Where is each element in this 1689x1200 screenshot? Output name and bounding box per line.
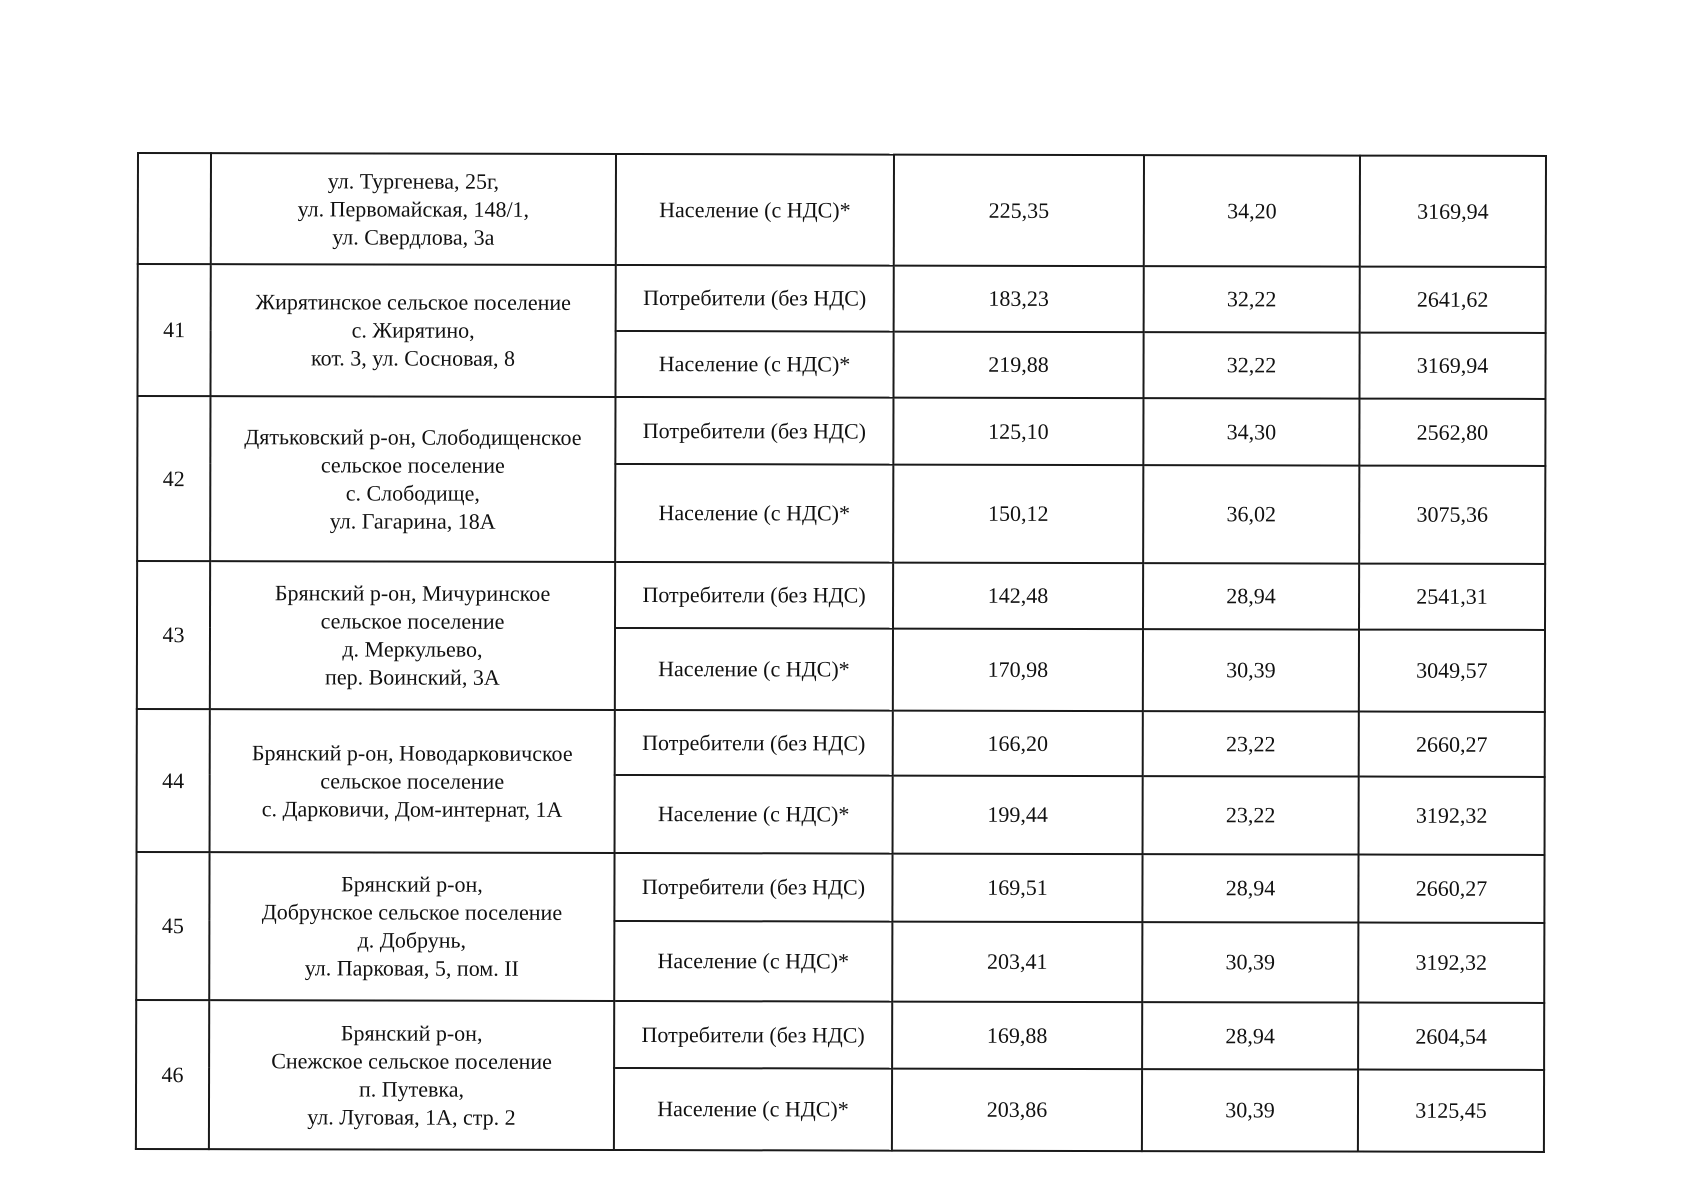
- address-cell: [209, 1000, 614, 1150]
- address-cell: [211, 153, 616, 265]
- tariff-value-3: 2562,80: [1359, 399, 1545, 466]
- tariff-value-2: 30,39: [1142, 922, 1358, 1002]
- tariff-value-2: 28,94: [1142, 854, 1358, 922]
- tariff-value-1: 225,35: [894, 155, 1144, 267]
- address-line: Добрунское сельское поселение: [261, 899, 563, 925]
- address-line: ул. Парковая, 5, пом. II: [304, 955, 519, 981]
- tariff-value-1: 183,23: [894, 266, 1144, 333]
- address-line: сельское поселение: [320, 451, 505, 478]
- tariff-value-2: 30,39: [1142, 1069, 1358, 1151]
- tariff-value-1: 203,86: [892, 1069, 1142, 1152]
- tariff-value-2: 30,39: [1143, 629, 1359, 711]
- consumer-category: Население (с НДС)*: [615, 464, 893, 563]
- tariff-value-3: 2604,54: [1358, 1003, 1544, 1070]
- consumer-category: Потребители (без НДС): [614, 1001, 892, 1069]
- row-number: [138, 153, 211, 264]
- address-line: ул. Тургенева, 25г,: [327, 167, 500, 194]
- address-cell: [210, 709, 615, 853]
- tariff-value-1: 199,44: [893, 776, 1143, 855]
- tariff-value-2: 23,22: [1143, 776, 1359, 854]
- address-line: д. Меркульево,: [342, 636, 483, 662]
- address-line: с. Дарковичи, Дом-интернат, 1А: [261, 795, 563, 822]
- address-line: сельское поселение: [320, 767, 505, 794]
- tariff-value-1: 169,88: [892, 1002, 1142, 1070]
- tariff-table-body: [136, 153, 1546, 1152]
- tariff-value-1: 169,51: [892, 854, 1142, 923]
- address-line: ул. Свердлова, 3а: [332, 223, 495, 250]
- consumer-category: Потребители (без НДС): [616, 265, 894, 332]
- tariff-value-2: 34,20: [1144, 155, 1360, 266]
- consumer-category: Потребители (без НДС): [615, 562, 893, 629]
- row-number: 43: [137, 561, 210, 709]
- address-cell: [209, 852, 614, 1001]
- consumer-category: Население (с НДС)*: [615, 331, 893, 398]
- address-line: Брянский р-он,: [340, 1019, 483, 1046]
- address-cell: [210, 561, 615, 710]
- address-line: ул. Первомайская, 148/1,: [297, 195, 530, 222]
- tariff-value-3: 3169,94: [1359, 333, 1545, 399]
- tariff-value-3: 2660,27: [1359, 712, 1545, 777]
- address-line: Брянский р-он, Мичуринское: [274, 580, 551, 606]
- row-number: 44: [137, 709, 210, 852]
- consumer-category: Потребители (без НДС): [614, 853, 892, 922]
- tariff-value-3: 2541,31: [1359, 564, 1545, 630]
- tariff-value-1: 150,12: [893, 465, 1143, 564]
- tariff-value-3: 3192,32: [1359, 777, 1545, 855]
- tariff-value-1: 203,41: [892, 922, 1142, 1003]
- address-line: Брянский р-он,: [341, 871, 483, 897]
- row-number: 42: [137, 396, 210, 561]
- table-row: [137, 396, 1545, 466]
- address-line: с. Слободище,: [345, 479, 480, 506]
- tariff-value-3: 3125,45: [1358, 1070, 1544, 1152]
- consumer-category: Население (с НДС)*: [616, 154, 894, 266]
- table-row: [138, 264, 1546, 333]
- consumer-category: Население (с НДС)*: [614, 1068, 892, 1151]
- address-line: кот. 3, ул. Сосновая, 8: [311, 345, 516, 371]
- tariff-value-2: 32,22: [1143, 332, 1359, 398]
- consumer-category: Население (с НДС)*: [615, 628, 893, 711]
- consumer-category: Потребители (без НДС): [615, 397, 893, 465]
- row-number: 41: [137, 264, 210, 396]
- tariff-value-2: 28,94: [1143, 563, 1359, 629]
- tariff-value-1: 142,48: [893, 563, 1143, 630]
- address-line: ул. Луговая, 1А, стр. 2: [307, 1103, 516, 1130]
- tariff-table: [135, 152, 1547, 1153]
- row-number: 45: [136, 852, 209, 1000]
- tariff-value-3: 3192,32: [1358, 923, 1544, 1003]
- address-line: сельское поселение: [320, 608, 505, 634]
- address-line: Снежское сельское поселение: [271, 1047, 552, 1074]
- tariff-value-1: 170,98: [893, 629, 1143, 712]
- tariff-value-2: 32,22: [1144, 266, 1360, 332]
- table-row: [138, 153, 1546, 267]
- row-number: 46: [136, 1000, 209, 1149]
- address-line: с. Жирятино,: [351, 317, 475, 343]
- table-row: [137, 561, 1545, 630]
- tariff-value-1: 125,10: [893, 398, 1143, 466]
- address-line: ул. Гагарина, 18А: [329, 507, 496, 534]
- address-line: пер. Воинский, 3А: [325, 664, 500, 690]
- address-cell: [210, 396, 615, 562]
- consumer-category: Население (с НДС)*: [615, 775, 893, 854]
- address-cell: [210, 264, 615, 397]
- consumer-category: Потребители (без НДС): [615, 710, 893, 776]
- tariff-value-3: 3049,57: [1359, 630, 1545, 712]
- table-row: [137, 709, 1545, 777]
- tariff-value-3: 2641,62: [1360, 267, 1546, 333]
- tariff-value-1: 219,88: [893, 332, 1143, 399]
- tariff-value-3: 2660,27: [1358, 855, 1544, 923]
- address-line: Дятьковский р-он, Слободищенское: [244, 423, 582, 450]
- tariff-value-3: 3169,94: [1360, 156, 1546, 267]
- tariff-value-3: 3075,36: [1359, 466, 1545, 564]
- consumer-category: Население (с НДС)*: [614, 921, 892, 1002]
- tariff-value-2: 28,94: [1142, 1002, 1358, 1069]
- tariff-value-2: 36,02: [1143, 465, 1359, 563]
- tariff-value-2: 34,30: [1143, 398, 1359, 465]
- address-line: Брянский р-он, Новодарковичское: [251, 739, 573, 766]
- tariff-value-1: 166,20: [893, 711, 1143, 777]
- address-line: д. Добрунь,: [357, 927, 467, 953]
- address-line: Жирятинское сельское поселение: [255, 289, 571, 315]
- tariff-value-2: 23,22: [1143, 711, 1359, 776]
- table-row: [136, 1000, 1544, 1070]
- table-row: [136, 852, 1544, 923]
- address-line: п. Путевка,: [358, 1075, 465, 1102]
